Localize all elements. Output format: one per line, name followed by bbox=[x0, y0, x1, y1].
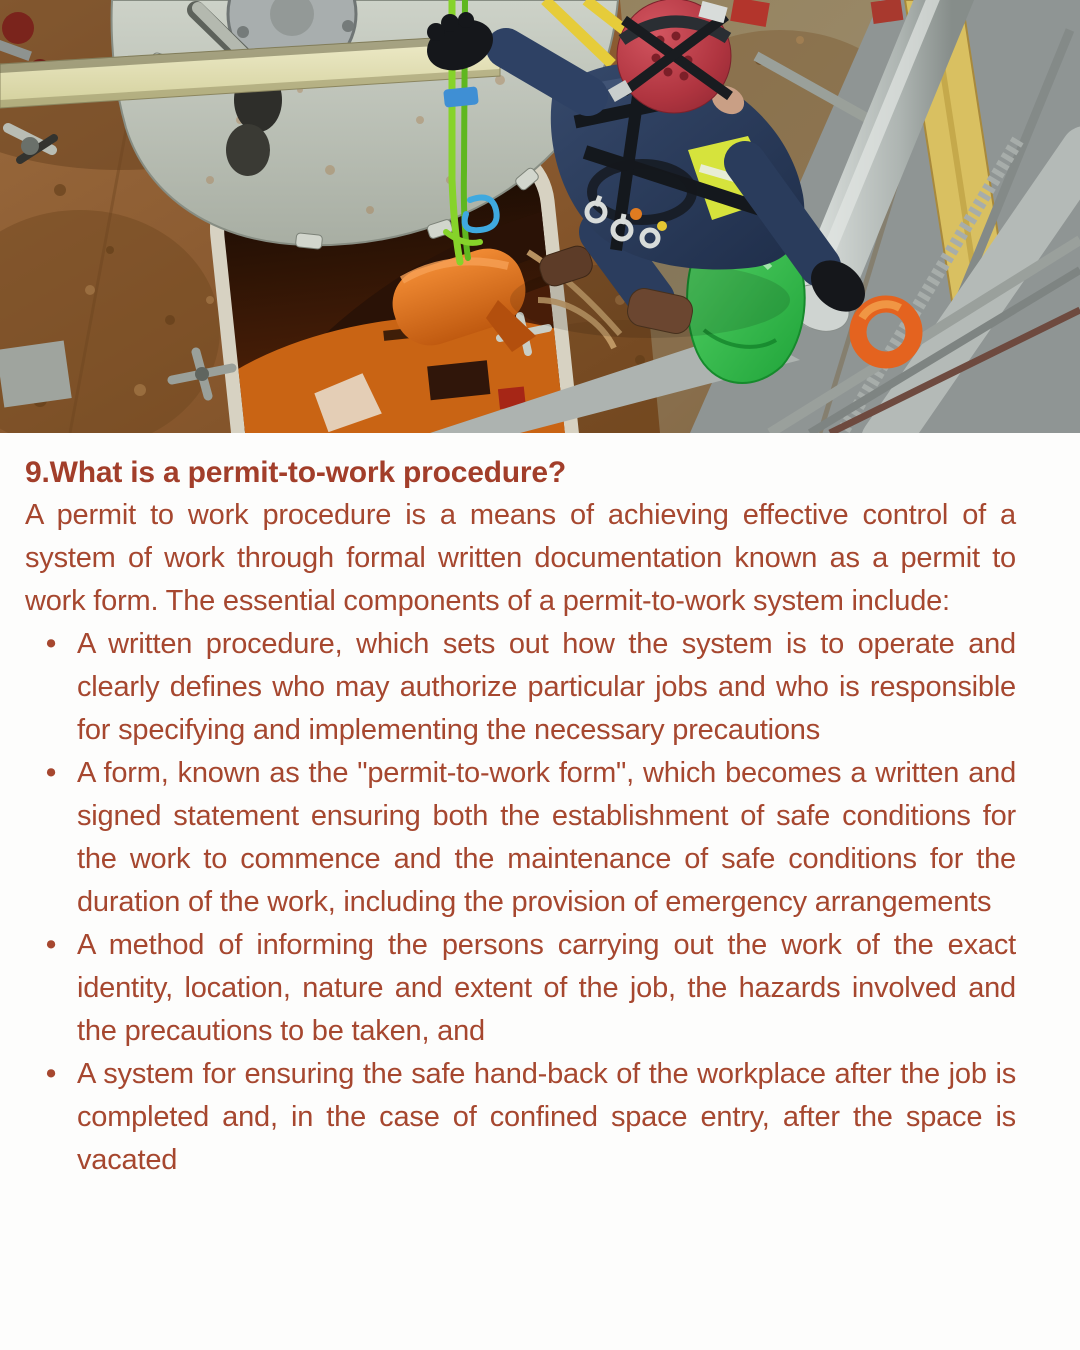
question-heading: 9.What is a permit-to-work procedure? bbox=[25, 456, 567, 489]
list-item: • A method of informing the persons carrying out the work of the exact identity, location, nature and extent of the job, the hazards involved and the precautions to be taken, and bbox=[25, 924, 1016, 1053]
components-list bbox=[25, 623, 1016, 1182]
list-item: • A form, known as the "permit-to-work form", which becomes a written and signed statement ensuring both the establishment of safe conditions for the work to commence and the maintenance of safe conditions for the duration of the work, including the provision of emergency arrangements bbox=[25, 752, 1016, 924]
content-section bbox=[0, 433, 1080, 1182]
list-item: • A system for ensuring the safe hand-back of the workplace after the job is completed and, in the case of confined space entry, after the space is vacated bbox=[25, 1053, 1016, 1182]
intro-paragraph: A permit to work procedure is a means of achieving effective control of a system of work through formal written documentation known as a permit to work form. The essential components of a permit-to-work system include: bbox=[25, 499, 1016, 617]
list-item: • A written procedure, which sets out how the system is to operate and clearly defines who may authorize particular jobs and who is responsible for specifying and implementing the necessary precautions bbox=[25, 623, 1016, 752]
confined-space-entry-photo bbox=[0, 0, 1080, 433]
